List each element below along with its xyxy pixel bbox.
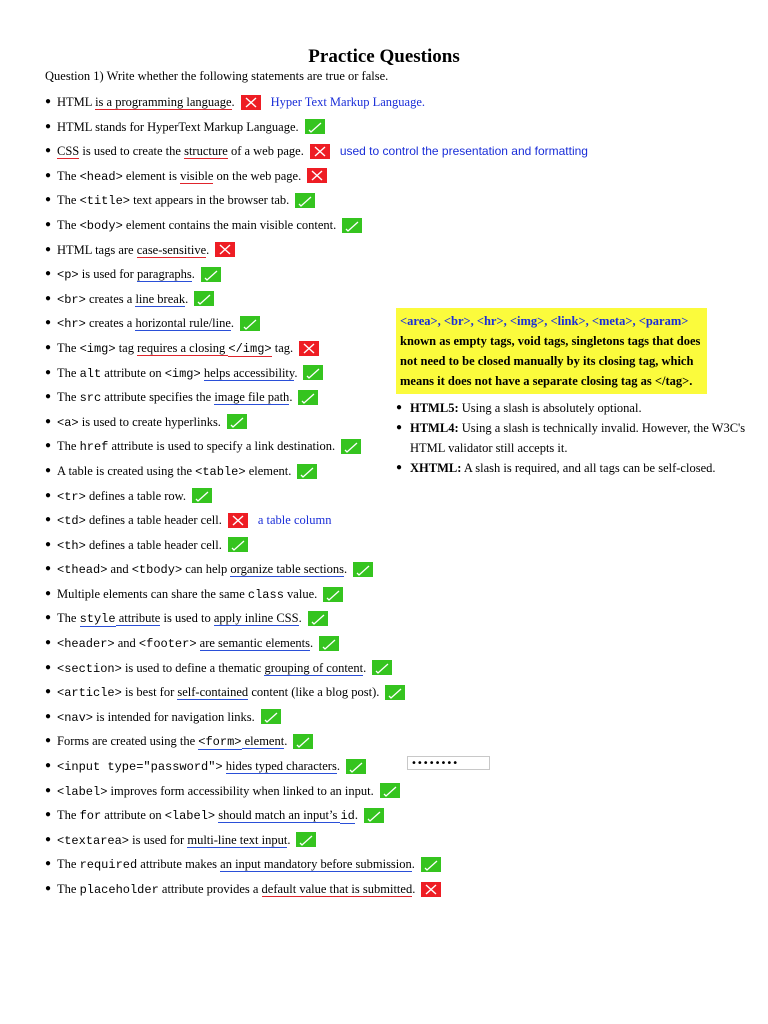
correct-mark-icon — [372, 660, 392, 675]
statement-text: </img> — [228, 341, 272, 356]
correct-mark-icon — [319, 636, 339, 651]
statement-item — [45, 705, 588, 730]
statement-text: . — [231, 95, 235, 109]
slash-rules-list — [396, 398, 756, 478]
statement-text: href — [79, 440, 109, 455]
statement-text: image file path — [214, 390, 290, 405]
statement-text: defines a table header cell. — [85, 537, 222, 552]
correct-mark-icon — [228, 537, 248, 552]
statement-item — [45, 139, 588, 164]
statement-text: The — [57, 808, 80, 823]
statement-item — [45, 656, 588, 681]
statement-text: . — [287, 832, 291, 847]
statement-text: requires a closing — [137, 340, 229, 355]
statement-text: attribute provides a — [158, 882, 262, 896]
statement-text: structure — [184, 144, 228, 159]
statement-text: <footer> — [138, 637, 197, 652]
statement-text: organize table sections — [230, 562, 345, 577]
statement-text: is used to — [160, 611, 214, 626]
statement-text: <table> — [195, 464, 246, 479]
correction-note: Hyper Text Markup Language. — [270, 95, 426, 109]
statement-text: <form> — [198, 735, 242, 750]
statement-text: for — [79, 809, 102, 824]
bullet: ● — [45, 341, 52, 353]
statement-text: visible — [180, 168, 214, 183]
bullet: ● — [45, 686, 52, 698]
bullet: ● — [45, 243, 52, 255]
statement-text: . — [289, 390, 293, 405]
bullet: ● — [45, 563, 52, 575]
statement-text: required — [79, 858, 138, 873]
bullet: ● — [45, 366, 52, 378]
statement-item — [45, 557, 588, 582]
bullet: ● — [45, 612, 52, 624]
bullet: ● — [45, 833, 52, 845]
statement-text: . — [284, 734, 288, 749]
statement-text: HTML — [57, 95, 96, 109]
statement-text: id — [340, 809, 355, 824]
statement-text: and — [114, 636, 139, 651]
statement-text: defines a table row. — [85, 488, 187, 503]
correction-note: used to control the presentation and formatting — [339, 144, 588, 159]
bullet: ● — [45, 145, 52, 157]
statement-text: is a programming language — [95, 95, 232, 109]
bullet: ● — [45, 735, 52, 747]
bullet: ● — [45, 809, 52, 821]
statement-text: attribute — [115, 611, 161, 626]
bullet: ● — [45, 415, 52, 427]
statement-text: <tr> — [57, 489, 86, 504]
wrong-mark-icon — [421, 882, 441, 897]
statement-text: The — [57, 217, 80, 232]
statement-text: <img> — [164, 366, 201, 381]
statement-item — [45, 680, 588, 705]
statement-text: default value that is submitted — [261, 882, 413, 896]
statement-text: . — [230, 316, 235, 331]
correct-mark-icon — [385, 685, 405, 700]
statement-text: The — [57, 390, 80, 405]
statement-text: case-sensitive — [136, 242, 207, 257]
statement-text: <td> — [57, 514, 86, 529]
statement-text: grouping of content — [264, 660, 364, 675]
correct-mark-icon — [308, 611, 328, 626]
statement-text: Forms are created using the — [57, 734, 199, 749]
question-prompt: Question 1) Write whether the following statements are true or false. — [45, 69, 389, 83]
correct-mark-icon — [261, 709, 281, 724]
statement-text: attribute on — [101, 365, 165, 380]
statement-text: <a> — [57, 415, 79, 430]
statement-text: . — [363, 660, 367, 675]
statement-text: can help — [182, 562, 231, 577]
correct-mark-icon — [227, 414, 247, 429]
statement-text: element is — [122, 168, 181, 183]
statement-text: creates a — [85, 316, 136, 331]
statement-text: <section> — [57, 661, 122, 676]
bullet: ● — [45, 440, 52, 452]
correct-mark-icon — [240, 316, 260, 331]
bullet: ● — [45, 538, 52, 550]
statement-text: attribute is used to specify a link destination. — [108, 439, 336, 454]
statement-item — [45, 213, 588, 238]
statement-text: The — [57, 439, 80, 454]
correct-mark-icon — [323, 587, 343, 602]
statement-text: value. — [283, 586, 318, 601]
bullet: ● — [45, 883, 52, 894]
wrong-mark-icon — [307, 168, 327, 183]
statement-text: <p> — [57, 268, 79, 283]
statement-text: multi-line text input — [187, 832, 288, 847]
statement-text: Multiple elements can share the same — [57, 586, 248, 601]
statement-text: <article> — [57, 686, 122, 701]
wrong-mark-icon — [228, 513, 248, 528]
statement-text: apply inline CSS — [213, 611, 299, 626]
statement-text: <label> — [164, 809, 216, 824]
statement-text: text appears in the browser tab. — [129, 193, 290, 208]
statement-text: style — [79, 612, 116, 627]
statement-text: creates a — [85, 291, 136, 306]
statement-text: is best for — [121, 685, 178, 700]
statement-text: A table is created using the — [57, 463, 196, 478]
correct-mark-icon — [346, 759, 366, 774]
statement-text: <head> — [79, 169, 123, 184]
bullet: ● — [45, 637, 52, 649]
statement-item — [45, 852, 588, 877]
statement-text: paragraphs — [136, 267, 192, 282]
statement-text: attribute on — [101, 808, 165, 823]
statement-item — [45, 729, 588, 754]
statement-item — [45, 188, 588, 213]
statement-text: is used to define a thematic — [121, 660, 265, 675]
statement-item — [45, 238, 588, 263]
statement-text: element contains the main visible content. — [122, 217, 337, 232]
statement-text: . — [191, 267, 195, 282]
statement-text: helps accessibility — [203, 365, 295, 380]
statement-text: alt — [79, 366, 102, 381]
bullet: ● — [45, 268, 52, 280]
statement-text: <thead> — [57, 563, 108, 578]
statement-text: . — [185, 291, 189, 306]
statement-text: . — [354, 808, 358, 823]
statement-text: tag. — [271, 340, 294, 355]
correct-mark-icon — [380, 783, 400, 798]
statement-text: <nav> — [57, 710, 94, 725]
bullet: ● — [45, 514, 52, 526]
statement-text: of a web page. — [227, 144, 304, 159]
statement-text: is used for — [78, 267, 137, 282]
statement-text: <body> — [79, 218, 123, 233]
wrong-mark-icon — [310, 144, 330, 159]
slash-rule-text: Using a slash is technically invalid. However, the W3C's HTML validator still accepts it. — [410, 421, 746, 455]
statement-text: is used to create hyperlinks. — [78, 414, 221, 429]
statement-text: element — [241, 734, 285, 749]
statement-text: The — [57, 611, 80, 626]
bullet: ● — [45, 317, 52, 329]
statement-text: content (like a blog post). — [248, 685, 380, 700]
statement-text: HTML tags are — [57, 242, 137, 257]
correct-mark-icon — [293, 734, 313, 749]
bullet: ● — [45, 858, 52, 870]
statement-text: horizontal rule/line — [135, 316, 231, 331]
statement-text: <textarea> — [57, 833, 130, 848]
correct-mark-icon — [341, 439, 361, 454]
bullet: ● — [45, 661, 52, 673]
statement-item — [45, 90, 588, 115]
statement-text: <title> — [79, 194, 130, 209]
statement-text: is used for — [129, 832, 188, 847]
correct-mark-icon — [295, 193, 315, 208]
bullet: ● — [45, 760, 52, 772]
statement-item — [45, 533, 588, 558]
statement-text: . — [298, 611, 302, 626]
slash-rule-text: A slash is required, and all tags can be self-closed. — [461, 461, 716, 475]
statement-item — [45, 754, 588, 779]
statement-text: <header> — [57, 637, 115, 652]
statement-text: and — [107, 562, 132, 577]
statement-item — [45, 484, 588, 509]
statement-text: class — [247, 587, 284, 602]
statement-text: tag — [115, 340, 138, 355]
statement-text: The — [57, 882, 80, 896]
bullet: ● — [45, 489, 52, 501]
statement-text: is intended for navigation links. — [93, 709, 255, 724]
void-tags-list: <area>, <br>, <hr>, <img>, <link>, <meta>, <param> — [400, 314, 689, 328]
statement-text: . — [206, 242, 210, 257]
statement-text: attribute makes — [137, 857, 221, 872]
statement-item — [45, 508, 588, 533]
password-input-example[interactable]: •••••••• — [407, 756, 490, 770]
bullet: ● — [45, 587, 52, 599]
statement-item — [45, 164, 588, 189]
statement-text: element. — [245, 463, 292, 478]
bullet: ● — [45, 292, 52, 304]
bullet: ● — [45, 120, 52, 132]
statement-text: CSS — [57, 144, 80, 159]
statement-item — [45, 631, 588, 656]
slash-rule-label: HTML4: — [410, 421, 459, 435]
bullet: ● — [45, 710, 52, 722]
statement-text: . — [310, 636, 314, 651]
statement-text: . — [344, 562, 348, 577]
statement-text: . — [336, 759, 340, 774]
statement-text: HTML stands for HyperText Markup Language. — [57, 119, 299, 134]
slash-rule-html4 — [396, 418, 756, 458]
statement-text: <input type="password"> — [57, 760, 223, 775]
correct-mark-icon — [201, 267, 221, 282]
statement-text: an input mandatory before submission — [220, 857, 412, 872]
statement-item — [45, 115, 588, 140]
statement-text: The — [57, 857, 80, 872]
correct-mark-icon — [303, 365, 323, 380]
bullet: ● — [45, 218, 52, 230]
void-tags-explanation: known as empty tags, void tags, singletons tags that does not need to be closed manually by its closing tag, which means it does not have a separate closing tag as </tag>. — [400, 334, 701, 388]
correct-mark-icon — [298, 390, 318, 405]
statement-text: src — [79, 391, 102, 406]
slash-rule-html5 — [396, 398, 756, 418]
statement-text: <tbody> — [131, 563, 183, 578]
slash-rule-text: Using a slash is absolutely optional. — [458, 401, 642, 415]
statement-text: <img> — [79, 341, 116, 356]
bullet: ● — [45, 391, 52, 403]
page-title: Practice Questions — [308, 46, 460, 67]
correct-mark-icon — [364, 808, 384, 823]
bullet: ● — [45, 784, 52, 796]
statement-text: are semantic elements — [199, 636, 311, 651]
statement-text: <br> — [57, 292, 86, 307]
statement-list — [45, 90, 588, 902]
bullet: ● — [396, 422, 403, 433]
statement-item — [45, 606, 588, 631]
bullet: ● — [396, 402, 403, 413]
correct-mark-icon — [342, 218, 362, 233]
wrong-mark-icon — [215, 242, 235, 257]
correct-mark-icon — [421, 857, 441, 872]
void-tags-note — [396, 308, 707, 394]
statement-text: <th> — [57, 538, 86, 553]
correction-note: a table column — [257, 513, 332, 528]
statement-item — [45, 582, 588, 607]
statement-text: self-contained — [177, 685, 249, 700]
wrong-mark-icon — [299, 341, 319, 356]
statement-text: improves form accessibility when linked to an input. — [107, 783, 374, 798]
slash-rule-xhtml — [396, 458, 756, 478]
correct-mark-icon — [194, 291, 214, 306]
statement-text: The — [57, 340, 80, 355]
bullet: ● — [45, 96, 52, 107]
statement-item — [45, 779, 588, 804]
statement-text: line break — [135, 291, 186, 306]
correct-mark-icon — [192, 488, 212, 503]
statement-text: is used to create the — [79, 144, 185, 159]
correct-mark-icon — [353, 562, 373, 577]
statement-text: . — [294, 365, 298, 380]
slash-rule-label: HTML5: — [410, 401, 459, 415]
correct-mark-icon — [305, 119, 325, 134]
statement-text: should match an input’s — [218, 808, 341, 823]
statement-text: The — [57, 365, 80, 380]
statement-text: placeholder — [79, 883, 159, 897]
statement-text: <hr> — [57, 317, 86, 332]
statement-item — [45, 828, 588, 853]
bullet: ● — [45, 194, 52, 206]
statement-text: . — [411, 857, 415, 872]
bullet: ● — [45, 169, 52, 181]
bullet: ● — [396, 462, 403, 473]
statement-item — [45, 262, 588, 287]
correct-mark-icon — [296, 832, 316, 847]
statement-item — [45, 803, 588, 828]
statement-text: attribute specifies the — [101, 390, 215, 405]
statement-text: hides typed characters — [225, 759, 337, 774]
statement-text: The — [57, 193, 80, 208]
bullet: ● — [45, 464, 52, 476]
statement-text: The — [57, 168, 80, 183]
correct-mark-icon — [297, 464, 317, 479]
slash-rule-label: XHTML: — [410, 461, 462, 475]
statement-text: defines a table header cell. — [85, 513, 222, 528]
statement-text: <label> — [57, 784, 108, 799]
wrong-mark-icon — [241, 95, 261, 110]
statement-text: on the web page. — [213, 168, 302, 183]
statement-item — [45, 877, 588, 902]
statement-text: . — [412, 882, 416, 896]
